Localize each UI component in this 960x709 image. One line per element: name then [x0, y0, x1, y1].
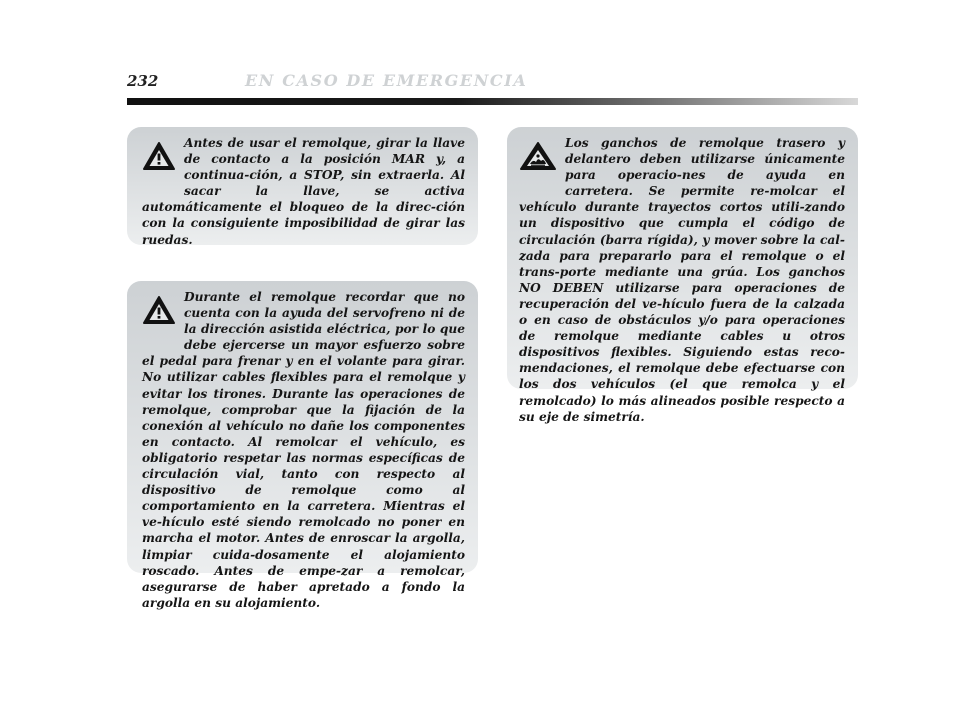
section-title: EN CASO DE EMERGENCIA — [245, 71, 528, 90]
warning-triangle-icon — [142, 135, 182, 185]
warning-note-tow-hooks — [507, 127, 858, 424]
environment-warning-icon — [519, 135, 563, 185]
note-text: Antes de usar el remolque, girar la llave de contacto a la posición MAR y, a continua-ción, a STOP, sin extraerla. Al sacar la llave, se activa automáticamente el bloqueo de la direc-ción con la consiguiente imposibilidad de girar las ruedas. — [142, 136, 465, 247]
note-text: Durante el remolque recordar que no cuenta con la ayuda del servofreno ni de la dirección asistida eléctrica, por lo que debe ejercerse un mayor esfuerzo sobre el pedal para frenar y en el volante para girar. No utilizar cables flexibles para el remolque y evitar los tirones. Durante las operaciones de remolque, comprobar que la fijación de la conexión al vehículo no dañe los componentes en contacto. Al remolcar el vehículo, es obligatorio respetar las normas específicas de circulación vial, tanto con respecto al dispositivo de remolque como al comportamiento en la carretera. Mientras el ve-hículo esté siendo remolcado no poner en marcha el motor. Antes de enroscar la argolla, limpiar cuida-dosamente el alojamiento roscado. Antes de empe-zar a remolcar, asegurarse de haber apretado a fondo la argolla en su alojamiento. — [142, 290, 465, 610]
note-text: Los ganchos de remolque trasero y delantero deben utilizarse únicamente para operacio-nes de ayuda en carretera. Se permite re-molcar el vehículo durante trayectos cortos utili-zando un dispositivo que cumpla el código de circulación (barra rígida), y mover sobre la cal-zada para prepararlo para el remolque o el trans-porte mediante una grúa. Los ganchos NO DEBEN utilizarse para operaciones de recuperación del ve-hículo fuera de la calzada o en caso de obstáculos y/o para operaciones de remolque mediante cables u otros dispositivos flexibles. Siguiendo estas reco-mendaciones, el remolque debe efectuarse con los dos vehículos (el que remolca y el remolcado) lo más alineados posible respecto a su eje de simetría. — [519, 136, 845, 424]
warning-note-ignition — [127, 127, 478, 245]
warning-note-towing — [127, 281, 478, 610]
warning-triangle-icon — [142, 289, 182, 339]
header-rule — [127, 98, 858, 105]
page-number: 232 — [127, 72, 159, 90]
